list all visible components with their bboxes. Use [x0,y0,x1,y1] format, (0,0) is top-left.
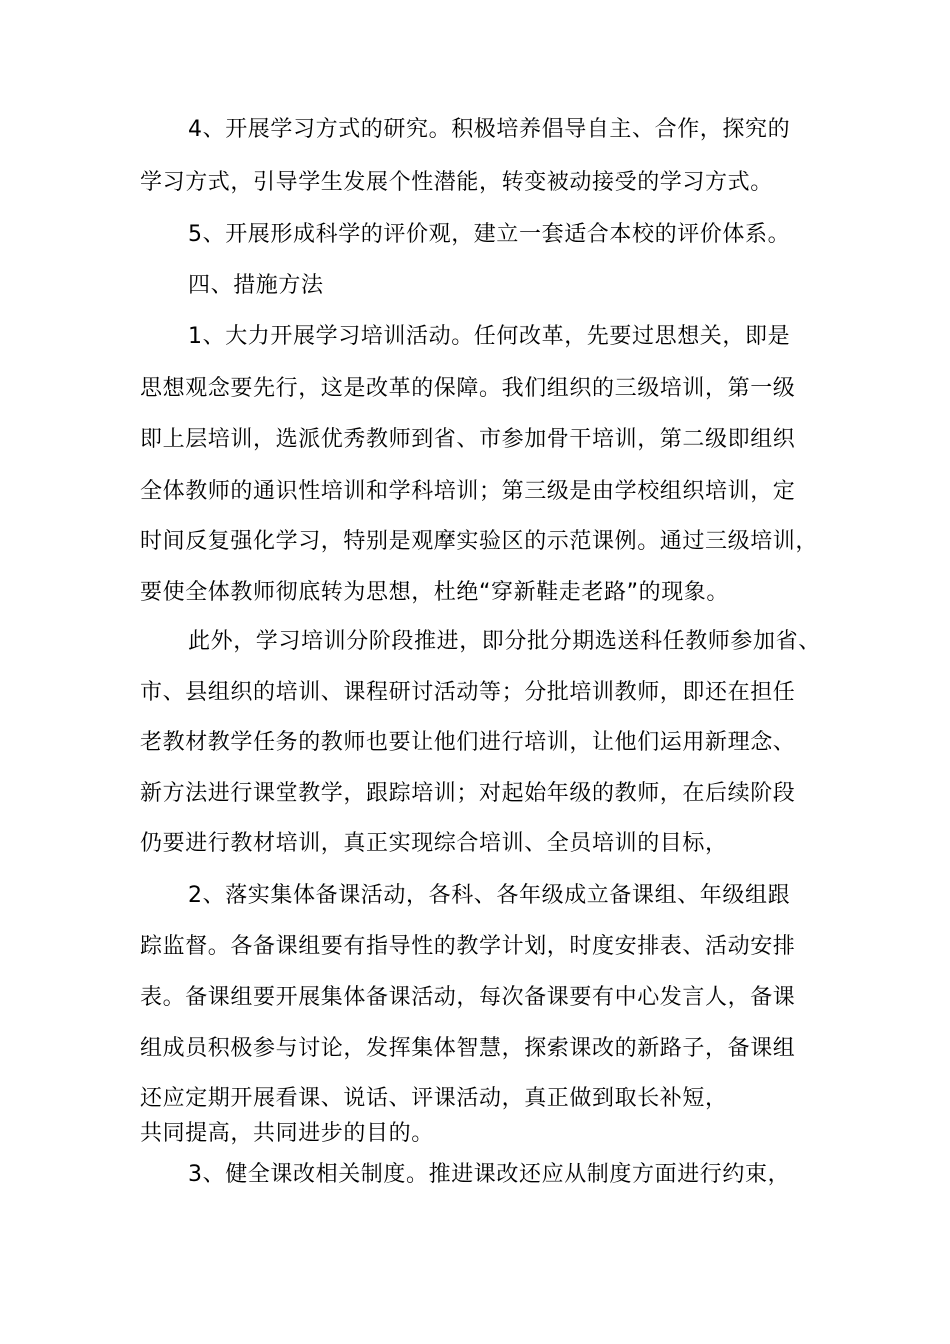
paragraph-line: 2、落实集体备课活动，各科、各年级成立备课组、年级组跟 [188,883,791,908]
paragraph-line: 时间反复强化学习，特别是观摩实验区的示范课例。通过三级培训， [140,529,819,554]
paragraph-line: 学习方式，引导学生发展个性潜能，转变被动接受的学习方式。 [140,170,773,195]
paragraph-line: 市、县组织的培训、课程研讨活动等；分批培训教师，即还在担任 [140,680,796,705]
paragraph-line: 老教材教学任务的教师也要让他们进行培训，让他们运用新理念、 [140,730,796,755]
paragraph-line: 新方法进行课堂教学，跟踪培训；对起始年级的教师，在后续阶段 [140,781,796,806]
paragraph-line: 5、开展形成科学的评价观，建立一套适合本校的评价体系。 [188,222,791,247]
paragraph-line: 全体教师的通识性培训和学科培训；第三级是由学校组织培训，定 [140,479,796,504]
paragraph-line: 还应定期开展看课、说话、评课活动，真正做到取长补短， [140,1086,728,1111]
paragraph-line: 3、健全课改相关制度。推进课改还应从制度方面进行约束， [188,1162,791,1187]
paragraph-line: 踪监督。各备课组要有指导性的教学计划，时度安排表、活动安排 [140,934,796,959]
paragraph-line: 共同提高，共同进步的目的。 [140,1121,434,1146]
paragraph-line: 表。备课组要开展集体备课活动，每次备课要有中心发言人，备课 [140,985,796,1010]
paragraph-line: 仍要进行教材培训，真正实现综合培训、全员培训的目标， [140,831,728,856]
paragraph-line: 思想观念要先行，这是改革的保障。我们组织的三级培训，第一级 [140,376,796,401]
paragraph-line: 此外，学习培训分阶段推进，即分批分期选送科任教师参加省、 [188,629,821,654]
section-heading: 四、措施方法 [188,273,324,298]
paragraph-line: 即上层培训，选派优秀教师到省、市参加骨干培训，第二级即组织 [140,427,796,452]
paragraph-line: 要使全体教师彻底转为思想，杜绝“穿新鞋走老路”的现象。 [140,580,729,605]
paragraph-line: 4、开展学习方式的研究。积极培养倡导自主、合作，探究的 [188,117,791,142]
paragraph-line: 组成员积极参与讨论，发挥集体智慧，探索课改的新路子，备课组 [140,1036,796,1061]
paragraph-line: 1、大力开展学习培训活动。任何改革，先要过思想关，即是 [188,324,791,349]
